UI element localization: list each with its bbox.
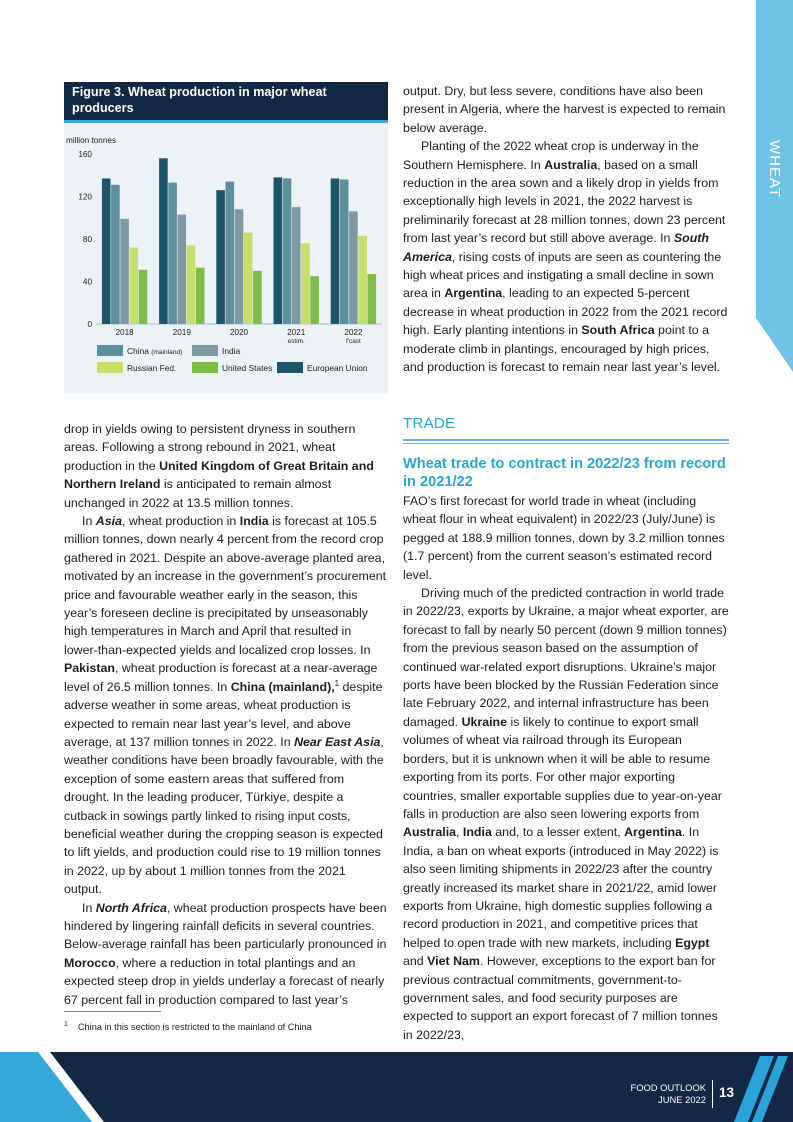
body-text: , weather conditions have been broadly favourable, with the exception of some eastern areas that suffered from drought. In the leading producer, Türkiye, despite a cutback in sowings partly linked to rising input costs, beneficial weather during the cropping season is expected to lift yields, and production could rise to 19 million tonnes in 2022, up by about 1 million tonnes from the 2021 output. bbox=[64, 734, 384, 897]
x-tick-label: 2020 bbox=[229, 328, 249, 337]
emphasis-text: Near East Asia bbox=[294, 734, 381, 749]
emphasis-text: India bbox=[239, 514, 269, 529]
y-tick-label: 160 bbox=[78, 150, 92, 159]
page-number: 13 bbox=[719, 1085, 735, 1100]
x-tick-label: 2018 bbox=[115, 328, 134, 337]
paragraph bbox=[64, 899, 387, 1009]
legend-label: India bbox=[222, 346, 241, 356]
body-text: and bbox=[403, 954, 428, 969]
figure-title: Figure 3. Wheat production in major wheat producers bbox=[64, 82, 388, 120]
x-tick-label: 2022 bbox=[344, 328, 363, 337]
body-text: . However, exceptions to the export ban for previous contractual commitments, government-to-government sales, and food security purposes are expected to support an export forecast of 7 million tonnes in 2022/23, bbox=[403, 954, 718, 1042]
body-text: , wheat production prospects have been hindered by lingering rainfall deficits in several countries. Below-average rainfall has been particularly pronounced in bbox=[64, 900, 387, 952]
paragraph bbox=[64, 420, 387, 512]
side-tab-label: WHEAT bbox=[766, 140, 783, 199]
emphasis-text: Morocco bbox=[64, 955, 116, 970]
body-text: , where a reduction in total plantings and an expected steep drop in yields underlay a forecast of nearly 67 percent fall in production compared to last year’s bbox=[64, 955, 385, 1007]
emphasis-text: Australia bbox=[403, 825, 457, 840]
emphasis-text: Egypt bbox=[675, 935, 710, 950]
emphasis-text: South America bbox=[403, 231, 709, 264]
body-text: , based on a small reduction in the area sown and a likely drop in yields from exceptionally high levels in 2021, the 2022 harvest is preliminarily forecast at 28 million tonnes, down 23 percent from last year’s record but still above average. In bbox=[403, 157, 726, 246]
x-tick-label: 2021 bbox=[287, 328, 306, 337]
legend-label: European Union bbox=[307, 363, 368, 373]
body-text: drop in yields owing to persistent dryness in southern areas. Following a strong rebound in 2021, wheat production in the bbox=[64, 422, 356, 473]
y-tick-label: 120 bbox=[78, 192, 92, 202]
side-tab bbox=[0, 0, 793, 400]
x-tick-note: estim. bbox=[287, 338, 305, 345]
emphasis-text: United Kingdom of Great Britain and Northern Ireland bbox=[64, 458, 374, 492]
page-number-separator bbox=[712, 1080, 713, 1108]
paragraph bbox=[403, 584, 729, 1044]
body-text: point to a moderate climb in plantings, encouraged by high prices, and production is forecast to remain near last year’s level. bbox=[403, 323, 721, 375]
y-tick-label: 80 bbox=[82, 235, 92, 244]
body-text: . In India, a ban on wheat exports (introduced in May 2022) is also seen limiting shipments in 2022/23 after the country greatly increased its market share in 2021/22, amid lower exports from Ukraine, high domestic supplies following a record production in 2021, and competitive prices that helped to open trade with new markets, including bbox=[403, 825, 719, 950]
section-title-trade: TRADE bbox=[403, 415, 456, 432]
footnote bbox=[64, 1019, 384, 1033]
body-text: , rising costs of inputs are seen as countering the high wheat prices and instigating a small decline in sown area in bbox=[403, 249, 722, 301]
body-text: , bbox=[456, 825, 463, 840]
emphasis-text: North Africa bbox=[95, 900, 167, 915]
x-tick-note: f'cast bbox=[346, 338, 361, 345]
body-text: FAO’s first forecast for world trade in wheat (including wheat flour in wheat equivalent) in 2022/23 (July/June) is pegged at 188.9 million tonnes, down by 3.2 million tonnes (1.7 percent) from the current season’s estimated record level. bbox=[403, 494, 725, 582]
legend-label: China (mainland) bbox=[127, 346, 183, 356]
emphasis-text: South Africa bbox=[581, 323, 655, 338]
emphasis-text: Ukraine bbox=[461, 714, 508, 729]
y-tick-label: 40 bbox=[82, 277, 92, 287]
paragraph bbox=[64, 512, 387, 899]
emphasis-text: Argentina bbox=[624, 825, 682, 840]
publication-title: FOOD OUTLOOK bbox=[630, 1082, 706, 1093]
body-text: is anticipated to remain almost unchanged in 2022 at 13.5 million tonnes. bbox=[64, 477, 332, 510]
trade-subhead: Wheat trade to contract in 2022/23 from record in 2021/22 bbox=[403, 456, 726, 490]
paragraph bbox=[403, 492, 729, 584]
y-tick-label: 0 bbox=[87, 320, 92, 329]
emphasis-text: China (mainland), bbox=[230, 679, 335, 694]
body-text: Planting of the 2022 wheat crop is underway in the Southern Hemisphere. In bbox=[403, 139, 699, 172]
body-text: In bbox=[82, 900, 96, 915]
emphasis-text: Asia bbox=[95, 514, 122, 529]
body-text: is likely to continue to export small volumes of wheat via railroad through its European borders, but it is unknown when it will be able to resume exporting from its ports. For other major exporting countries, smaller exportable supplies due to year-on-year falls in production are also seen lowering exports from bbox=[403, 714, 722, 821]
emphasis-text: 1 bbox=[334, 678, 340, 688]
trade-rule-thin bbox=[403, 443, 729, 444]
trade-rule bbox=[403, 439, 729, 441]
body-text: In bbox=[82, 514, 96, 529]
emphasis-text: Argentina bbox=[444, 286, 503, 301]
footnote-text: China in this section is restricted to the mainland of China bbox=[77, 1022, 312, 1033]
legend-label: United States bbox=[222, 363, 273, 373]
emphasis-text: Pakistan bbox=[64, 661, 115, 676]
body-text: is forecast at 105.5 million tonnes, down nearly 4 percent from the record crop gathered in 2021. Despite an above-average planted area, motivated by an increase in the government’s procurement price and favourable weather early in the season, this year’s foreseen decline is precipitated by unseasonably high temperatures in March and April that resulted in lower-than-expected yields and localized crop losses. In bbox=[64, 514, 387, 657]
emphasis-text: Australia bbox=[544, 157, 598, 172]
body-text: , wheat production is forecast at a near-average level of 26.5 million tonnes. In bbox=[64, 661, 378, 694]
body-text: Driving much of the predicted contraction in world trade in 2022/23, exports by Ukraine, a major wheat exporter, are forecast to fall by nearly 50 percent (down 9 million tonnes) from the previous season based on the assumption of continued war-related export disruptions. Ukraine’s major ports have been blocked by the Russian Federation since late February 2022, and internal infrastructure has been damaged. bbox=[403, 586, 729, 729]
trade-body bbox=[403, 492, 729, 1044]
x-tick-label: 2019 bbox=[172, 328, 191, 337]
publication-date: JUNE 2022 bbox=[658, 1094, 706, 1105]
left-column bbox=[64, 420, 387, 1009]
body-text: output. Dry, but less severe, conditions have also been present in Algeria, where the harvest is expected to remain below average. bbox=[403, 84, 726, 135]
emphasis-text: India bbox=[462, 825, 492, 840]
body-text: and, to a lesser extent, bbox=[491, 825, 625, 840]
footnote-rule bbox=[64, 1011, 161, 1012]
footnote-number: 1 bbox=[64, 1021, 68, 1028]
body-text: , leading to an expected 5-percent decrease in wheat production in 2022 from the 2021 record high. Early planting intentions in bbox=[403, 286, 728, 338]
legend-label: Russian Fed. bbox=[127, 363, 177, 373]
body-text: despite adverse weather in some areas, wheat production is expected to remain near last year’s level, and above average, at 137 million tonnes in 2022. In bbox=[64, 679, 383, 749]
publication-info bbox=[630, 1082, 706, 1106]
y-axis-unit-label: million tonnes bbox=[66, 136, 117, 145]
body-text: , wheat production in bbox=[121, 514, 240, 529]
emphasis-text: Viet Nam bbox=[427, 954, 480, 969]
